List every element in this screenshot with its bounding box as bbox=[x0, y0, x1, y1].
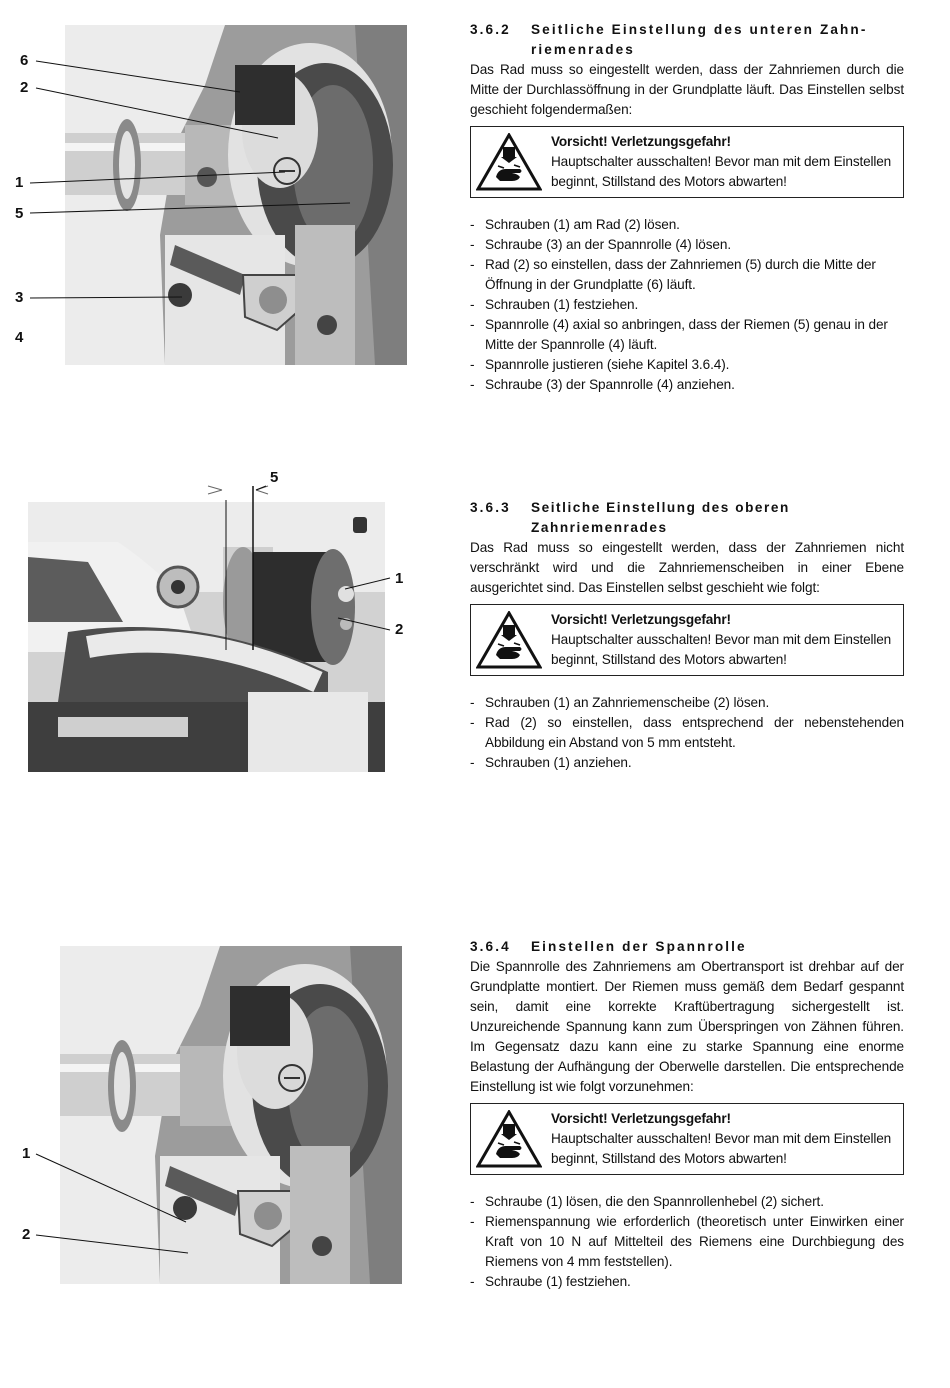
warning-title: Vorsicht! Verletzungsgefahr! bbox=[551, 134, 731, 149]
hand-crush-warning-icon bbox=[476, 611, 542, 669]
warning-title: Vorsicht! Verletzungsgefahr! bbox=[551, 612, 731, 627]
list-item: - Schraube (3) der Spannrolle (4) anziehen. bbox=[470, 377, 735, 392]
list-item: - Schraube (3) an der Spannrolle (4) lösen. bbox=[470, 237, 732, 252]
section-title: Seitliche Einstellung des oberen Zahnriemenrades bbox=[531, 500, 790, 535]
list-item: - Spannrolle (4) axial so anbringen, dass der Riemen (5) genau in der Mitte der Spannrolle (4) läuft. bbox=[470, 317, 888, 352]
list-item: - Rad (2) so einstellen, dass der Zahnriemen (5) durch die Mitte der Öffnung in der Grundplatte (6) läuft. bbox=[470, 257, 876, 292]
warning-box bbox=[470, 604, 904, 676]
warning-title: Vorsicht! Verletzungsgefahr! bbox=[551, 1111, 731, 1126]
photo-lower-pulley bbox=[65, 25, 407, 365]
section-number: 3.6.3 bbox=[470, 500, 511, 515]
callout-label: 3 bbox=[15, 289, 24, 306]
steps-list bbox=[470, 693, 904, 773]
section-number: 3.6.4 bbox=[470, 939, 511, 954]
warning-box bbox=[470, 126, 904, 198]
warning-text: Hauptschalter ausschalten! Bevor man mit dem Einstellen beginnt, Stillstand des Motors abwarten! bbox=[551, 1131, 892, 1166]
callout-label: 1 bbox=[15, 174, 24, 191]
figure-upper-pulley bbox=[0, 460, 460, 790]
list-item: - Schraube (1) lösen, die den Spannrollenhebel (2) sichert. bbox=[470, 1194, 824, 1209]
callout-label: 5 bbox=[15, 205, 24, 222]
hand-crush-warning-icon bbox=[476, 133, 542, 191]
list-item: - Schrauben (1) am Rad (2) lösen. bbox=[470, 217, 680, 232]
list-item: - Schrauben (1) anziehen. bbox=[470, 755, 632, 770]
figure-tension-roller bbox=[0, 930, 460, 1300]
photo-tension-roller bbox=[60, 946, 402, 1284]
list-item: - Schrauben (1) festziehen. bbox=[470, 297, 639, 312]
section-title: Seitliche Einstellung des unteren Zahn- riemenrades bbox=[531, 22, 868, 57]
section-heading bbox=[470, 20, 904, 60]
callout-label: 6 bbox=[20, 52, 29, 69]
steps-list bbox=[470, 1192, 904, 1292]
section-heading bbox=[470, 498, 904, 538]
callout-label: 2 bbox=[22, 1226, 31, 1243]
list-item: - Schraube (1) festziehen. bbox=[470, 1274, 631, 1289]
section-intro: Das Rad muss so eingestellt werden, dass der Zahnriemen nicht verschränkt wird und die Zahnriemenscheiben in einer Ebene ausgerichtet sind. Das Einstellen selbst geschieht wie folgt: bbox=[470, 540, 904, 595]
warning-box bbox=[470, 1103, 904, 1175]
callout-label: 2 bbox=[395, 621, 404, 638]
section-intro: Das Rad muss so eingestellt werden, dass der Zahnriemen durch die Mitte der Durchlassöffnung in der Grundplatte läuft. Das Einstellen selbst geschieht folgendermaßen: bbox=[470, 62, 904, 117]
list-item: - Spannrolle justieren (siehe Kapitel 3.6.4). bbox=[470, 357, 730, 372]
warning-text: Hauptschalter ausschalten! Bevor man mit dem Einstellen beginnt, Stillstand des Motors abwarten! bbox=[551, 154, 892, 189]
callout-label: 1 bbox=[22, 1145, 31, 1162]
callout-label: 4 bbox=[15, 329, 24, 346]
list-item: - Rad (2) so einstellen, dass entsprechend der nebenstehenden Abbildung ein Abstand von 5 mm entsteht. bbox=[470, 715, 904, 750]
section-3-6-3 bbox=[470, 498, 904, 773]
hand-crush-warning-icon bbox=[476, 1110, 542, 1168]
section-intro: Die Spannrolle des Zahnriemens am Obertransport ist drehbar auf der Grundplatte montiert. Der Riemen muss gemäß dem Bedarf gespannt sein, damit eine korrekte Kraftübertragung sichergestellt ist. Unzureichende Spannung kann zum Überspringen von Zähnen führen. Im Gegensatz dazu kann eine zu starke Spannung eine enorme Belastung der Aufhängung der Oberwelle darstellen. Die entsprechende Einstellung ist wie folgt vorzunehmen: bbox=[470, 959, 904, 1094]
section-title: Einstellen der Spannrolle bbox=[531, 939, 747, 954]
figure-lower-pulley bbox=[0, 0, 460, 380]
warning-text: Hauptschalter ausschalten! Bevor man mit dem Einstellen beginnt, Stillstand des Motors abwarten! bbox=[551, 632, 892, 667]
section-number: 3.6.2 bbox=[470, 22, 511, 37]
section-heading bbox=[470, 937, 904, 957]
list-item: - Riemenspannung wie erforderlich (theoretisch unter Einwirken einer Kraft von 10 N auf Mittelteil des Riemens eine Durchbiegung des Riemens von 4 mm feststellen). bbox=[470, 1214, 904, 1269]
list-item: - Schrauben (1) an Zahnriemenscheibe (2) lösen. bbox=[470, 695, 770, 710]
callout-label: 2 bbox=[20, 79, 29, 96]
callout-label: 1 bbox=[395, 570, 404, 587]
section-3-6-4 bbox=[470, 937, 904, 1292]
steps-list bbox=[470, 215, 904, 395]
section-3-6-2 bbox=[470, 20, 904, 395]
photo-upper-pulley bbox=[28, 502, 385, 772]
callout-label: 5 bbox=[270, 469, 279, 486]
